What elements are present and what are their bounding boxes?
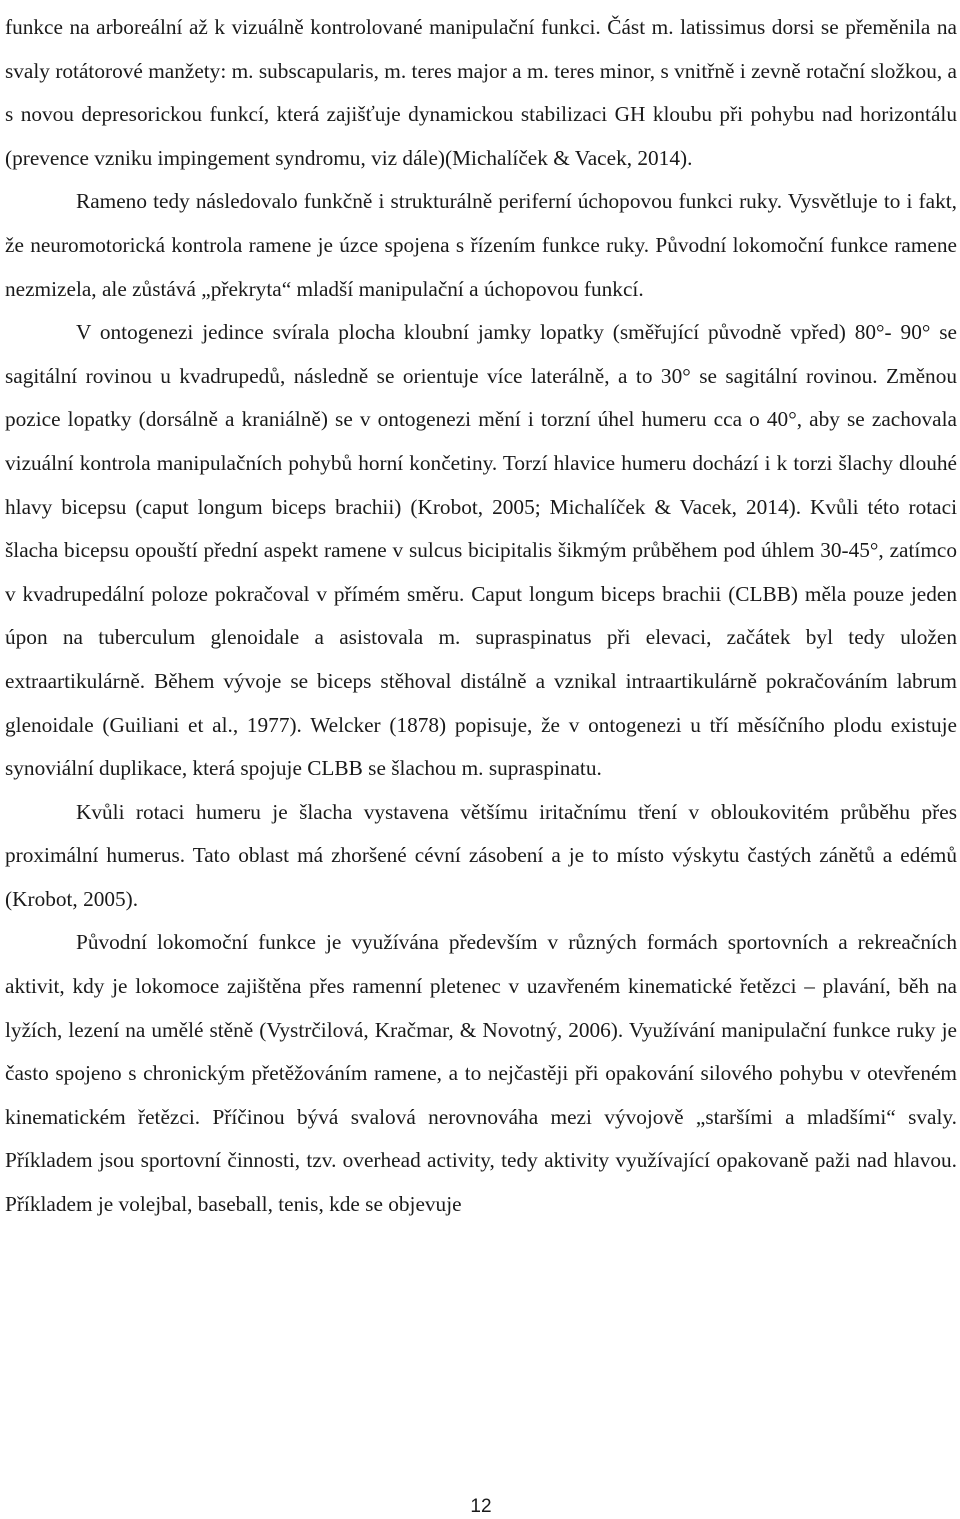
paragraph-locomotion-function: Původní lokomoční funkce je využívána především v různých formách sportovních a rekreačních aktivit, kdy je lokomoce zajištěna přes ramenní pletenec v uzavřeném kinematické řetězci – plavání, běh na lyžích, lezení na umělé stěně (Vystrčilová, Kračmar, & Novotný, 2006). Využívání manipulační funkce ruky je často spojeno s chronickým přetěžováním ramene, a to nejčastěji při opakování silového pohybu v otevřeném kinematickém řetězci. Příčinou bývá svalová nerovnováha mezi vývojově „staršími a mladšími“ svaly. Příkladem jsou sportovní činnosti, tzv. overhead activity, tedy aktivity využívající opakovaně paži nad hlavou. Příkladem je volejbal, baseball, tenis, kde se objevuje (5, 930, 957, 1217)
body-text (5, 6, 957, 1227)
paragraph-humerus-rotation: Kvůli rotaci humeru je šlacha vystavena většímu iritačnímu tření v obloukovitém průběhu přes proximální humerus. Tato oblast má zhoršené cévní zásobení a je to místo výskytu častých zánětů a edémů (Krobot, 2005). (5, 799, 957, 911)
paragraph-continuation: funkce na arboreální až k vizuálně kontrolované manipulační funkci. Část m. latissimus dorsi se přeměnila na svaly rotátorové manžety: m. subscapularis, m. teres major a m. teres minor, s vnitřně i zevně rotační složkou, a s novou depresorickou funkcí, která zajišťuje dynamickou stabilizaci GH kloubu při pohybu nad horizontálu (prevence vzniku impingement syndromu, viz dále)(Michalíček & Vacek, 2014). (5, 15, 957, 170)
page-number: 12 (470, 1496, 492, 1517)
document-page (5, 0, 957, 1519)
paragraph-ontogenesis: V ontogenezi jedince svírala plocha kloubní jamky lopatky (směřující původně vpřed) 80°- 90° se sagitální rovinou u kvadrupedů, následně se orientuje více laterálně, a to 30° se sagitální rovinou. Změnou pozice lopatky (dorsálně a kraniálně) se v ontogenezi mění i torzní úhel humeru cca o 40°, aby se zachovala vizuální kontrola manipulačních pohybů horní končetiny. Torzí hlavice humeru dochází i k torzi šlachy dlouhé hlavy bicepsu (caput longum biceps brachii) (Krobot, 2005; Michalíček & Vacek, 2014). Kvůli této rotaci šlacha bicepsu opouští přední aspekt ramene v sulcus bicipitalis šikmým průběhem pod úhlem 30-45°, zatímco v kvadrupedální poloze pokračoval v přímém směru. Caput longum biceps brachii (CLBB) měla pouze jeden úpon na tuberculum glenoidale a asistovala m. supraspinatus při elevaci, začátek byl tedy uložen extraartikulárně. Během vývoje se biceps stěhoval distálně a vznikal intraartikulárně pokračováním labrum glenoidale (Guiliani et al., 1977). Welcker (1878) popisuje, že v ontogenezi u tří měsíčního plodu existuje synoviální duplikace, která spojuje CLBB se šlachou m. supraspinatu. (5, 320, 957, 781)
paragraph-shoulder-grip-function: Rameno tedy následovalo funkčně i strukturálně periferní úchopovou funkci ruky. Vysvětluje to i fakt, že neuromotorická kontrola ramene je úzce spojena s řízením funkce ruky. Původní lokomoční funkce ramene nezmizela, ale zůstává „překryta“ mladší manipulační a úchopovou funkcí. (5, 189, 957, 301)
